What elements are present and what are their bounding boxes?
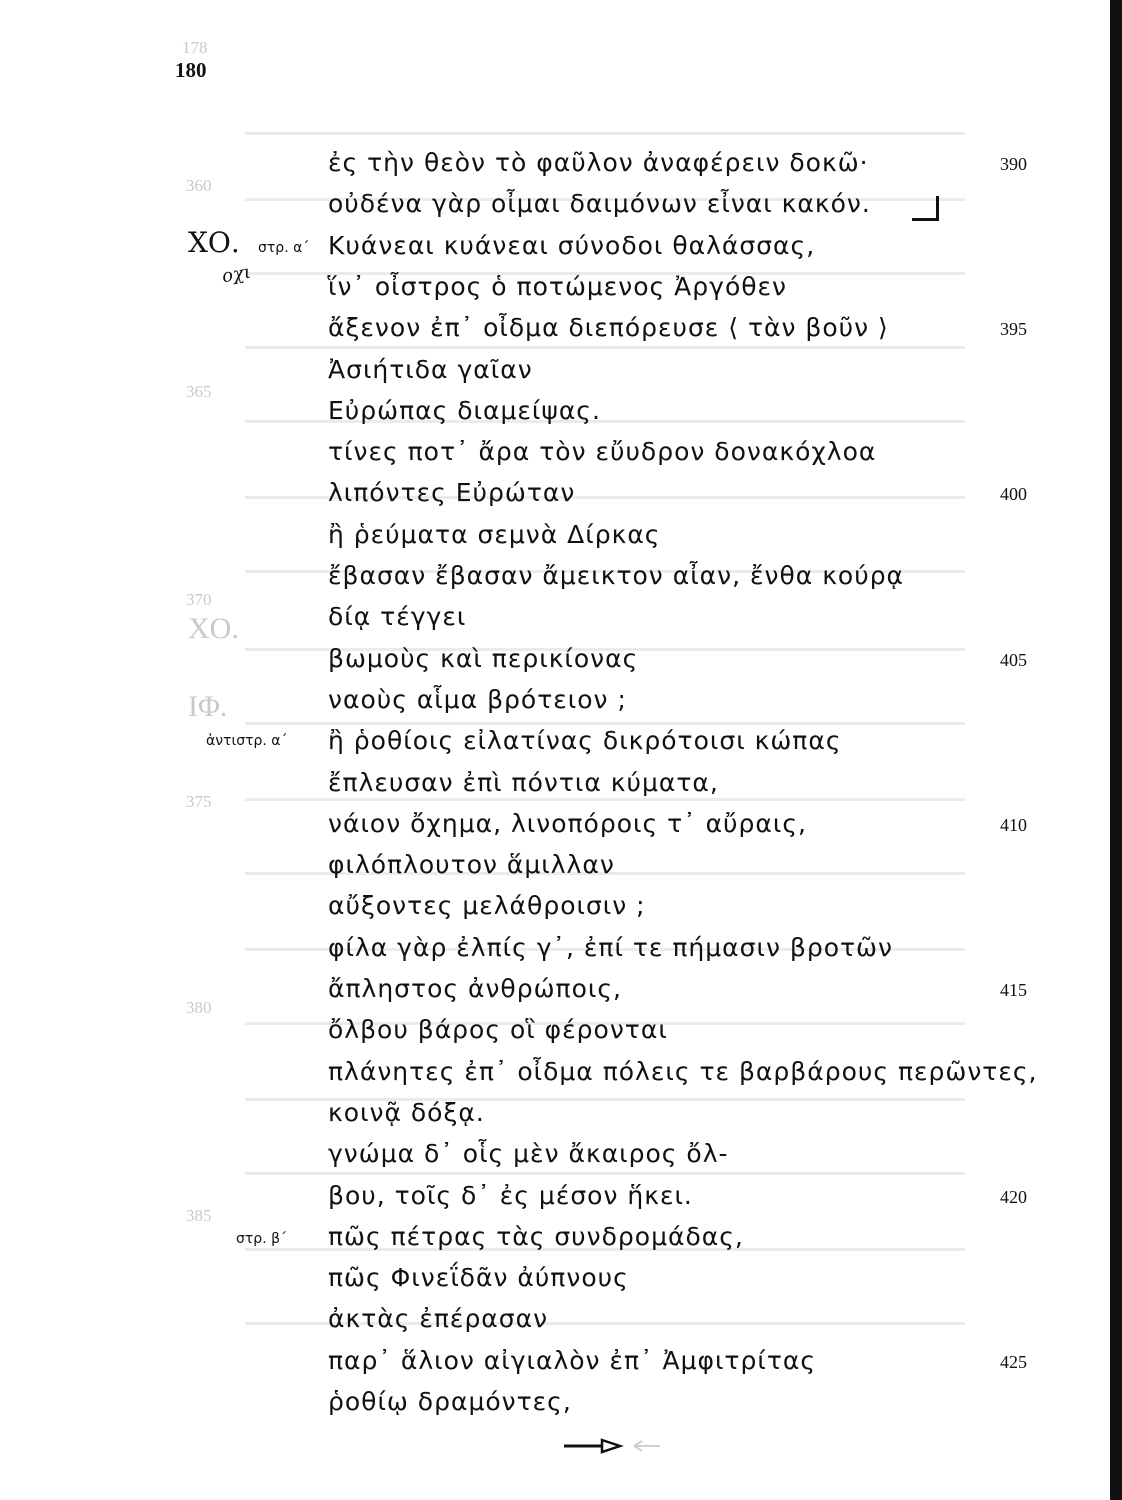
line-number: 425: [1000, 1352, 1027, 1372]
line-number: 405: [1000, 650, 1027, 670]
bleed-line: [245, 1172, 965, 1175]
bleed-number: 360: [186, 176, 212, 195]
verse-line: ναοὺς αἷμα βρότειον ;: [328, 685, 627, 714]
verse-line: πῶς Φινεΐδᾶν ἀύπνους: [328, 1263, 629, 1292]
line-number: 410: [1000, 815, 1027, 835]
line-number: 420: [1000, 1187, 1027, 1207]
bleed-number: 380: [186, 998, 212, 1017]
verse-line: ὄλβου βάρος οἳ φέρονται: [328, 1015, 668, 1044]
verse-line: νάιον ὄχημα, λινοπόροις τ᾽ αὔραις,: [328, 809, 807, 838]
handwritten-note: οχι: [220, 261, 253, 288]
verse-line: ἄξενον ἐπ᾽ οἶδμα διεπόρευσε ⟨ τὰν βοῦν ⟩: [328, 313, 889, 342]
bleed-number: 375: [186, 792, 212, 811]
verse-line: ῥοθίῳ δραμόντες,: [328, 1387, 572, 1416]
verse-line: φίλα γὰρ ἐλπίς γ᾽, ἐπί τε πήμασιν βροτῶν: [328, 933, 893, 962]
verse-line: πῶς πέτρας τὰς συνδρομάδας,: [328, 1222, 744, 1251]
verse-line: λιπόντες Εὐρώταν: [328, 478, 576, 507]
verse-line: Ἀσιήτιδα γαῖαν: [328, 355, 533, 384]
bleed-number: 385: [186, 1206, 212, 1225]
bleed-number: 365: [186, 382, 212, 401]
verse-line: ἢ ῥεύματα σεμνὰ Δίρκας: [328, 520, 661, 549]
verse-line: ἄπληστος ἀνθρώποις,: [328, 974, 622, 1003]
speaker-label: ΧΟ.: [188, 226, 240, 259]
verse-line: φιλόπλουτον ἅμιλλαν: [328, 850, 615, 879]
verse-line: βου, τοῖς δ᾽ ἐς μέσον ἥκει.: [328, 1181, 693, 1210]
line-number: 415: [1000, 980, 1027, 1000]
verse-line: ἔβασαν ἔβασαν ἄμεικτον αἶαν, ἔνθα κούρᾳ: [328, 561, 905, 590]
verse-line: Εὐρώπας διαμείψας.: [328, 396, 601, 425]
verse-line: οὐδένα γὰρ οἶμαι δαιμόνων εἶναι κακόν.: [328, 189, 871, 218]
handwritten-bracket: [912, 196, 939, 221]
verse-line: ἵν᾽ οἶστρος ὁ ποτώμενος Ἀργόθεν: [328, 272, 788, 301]
verse-line: πλάνητες ἐπ᾽ οἶδμα πόλεις τε βαρβάρους περῶντες,: [328, 1057, 1038, 1086]
strophe-label: στρ. β΄: [236, 1231, 288, 1247]
verse-line: Κυάνεαι κυάνεαι σύνοδοι θαλάσσας,: [328, 231, 816, 260]
bleed-line: [245, 132, 965, 135]
bleed-line: [245, 346, 965, 349]
verse-line: γνώμα δ᾽ οἷς μὲν ἄκαιρος ὄλ-: [328, 1139, 729, 1168]
line-number: 395: [1000, 319, 1027, 339]
verse-line: ἀκτὰς ἐπέρασαν: [328, 1304, 549, 1333]
bleed-speaker: ΧΟ.: [188, 612, 239, 645]
verse-line: δίᾳ τέγγει: [328, 602, 467, 631]
verse-line: ἢ ῥοθίοις εἰλατίνας δικρότοισι κώπας: [328, 726, 842, 755]
verse-line: αὔξοντες μελάθροισιν ;: [328, 891, 646, 920]
page-number: 180: [175, 58, 207, 82]
line-number: 390: [1000, 154, 1027, 174]
handwritten-arrow-icon: [562, 1430, 662, 1460]
line-number: 400: [1000, 484, 1027, 504]
verse-line: κοινᾷ δόξᾳ.: [328, 1098, 485, 1127]
verse-line: παρ᾽ ἅλιον αἰγιαλὸν ἐπ᾽ Ἀμφιτρίτας: [328, 1346, 817, 1375]
verse-line: ἔπλευσαν ἐπὶ πόντια κύματα,: [328, 768, 719, 797]
verse-line: ἐς τὴν θεὸν τὸ φαῦλον ἀναφέρειν δοκῶ·: [328, 148, 869, 177]
bleed-speaker: ΙΦ.: [188, 690, 228, 723]
verse-line: τίνες ποτ᾽ ἄρα τὸν εὔυδρον δονακόχλοα: [328, 437, 877, 466]
antistrophe-label: ἀντιστρ. α΄: [206, 733, 288, 749]
bleed-number: 370: [186, 590, 212, 609]
strophe-label: στρ. α΄: [258, 240, 310, 256]
verse-line: βωμοὺς καὶ περικίονας: [328, 644, 639, 673]
bleed-number: 178: [182, 38, 208, 57]
page-edge: [1110, 0, 1122, 1500]
